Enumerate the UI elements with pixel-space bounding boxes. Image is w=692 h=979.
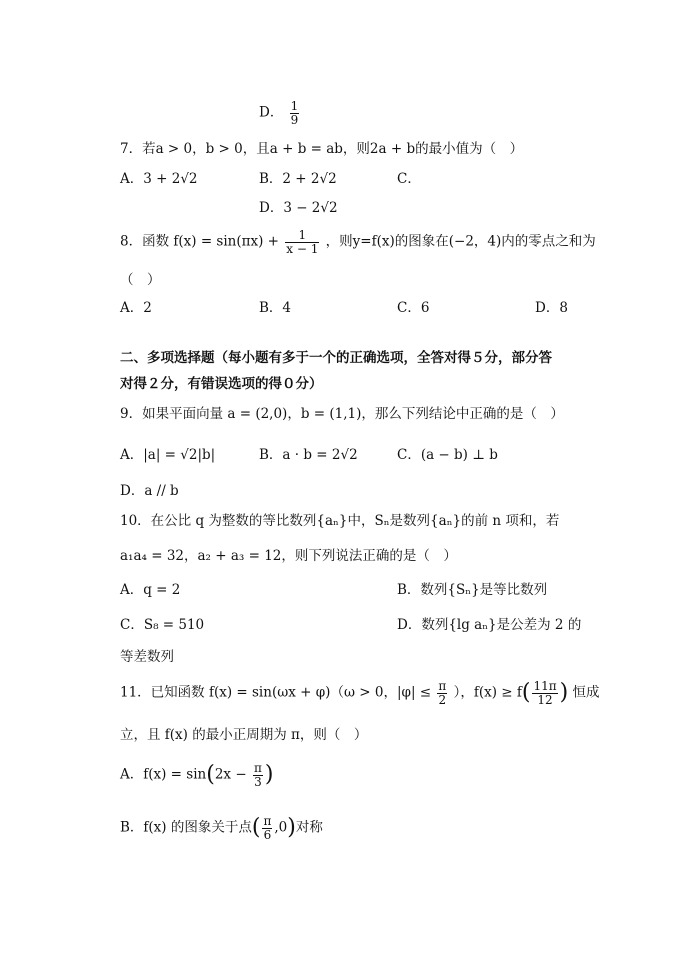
q11-right-paren: ) bbox=[559, 680, 569, 706]
q11-f-arg-denominator: 12 bbox=[537, 692, 553, 707]
q11-a-numerator: π bbox=[253, 761, 262, 775]
q6-d-denominator: 9 bbox=[290, 112, 299, 127]
q8-stem-end: ，则y=f(x)的图象在(−2，4)内的零点之和为 bbox=[325, 233, 596, 250]
q9-option-b: B．a · b = 2√2 bbox=[259, 447, 358, 463]
q9-option-c: C．(a − b) ⊥ b bbox=[397, 447, 498, 463]
q8-option-b: B．4 bbox=[259, 300, 292, 316]
q11-a-right-paren: ) bbox=[264, 762, 274, 788]
q10-stem-line2: a₁a₄ = 32，a₂ + a₃ = 12，则下列说法正确的是（ ） bbox=[120, 548, 457, 564]
q11-option-b bbox=[120, 815, 323, 841]
q8-option-c: C．6 bbox=[397, 300, 430, 316]
q9-stem: 9．如果平面向量 a = (2,0)，b = (1,1)，那么下列结论中正确的是（ ） bbox=[120, 406, 564, 422]
q9-option-a: A．|a| = √2|b| bbox=[120, 447, 216, 463]
q8-answer-paren: （ ） bbox=[120, 272, 161, 288]
q11-option-a bbox=[120, 762, 273, 788]
q11-phi-bound-fraction bbox=[437, 680, 447, 706]
q11-b-numerator: π bbox=[263, 814, 272, 828]
q11-b-left-paren: ( bbox=[251, 815, 261, 841]
q11-stem-end: 恒成 bbox=[572, 684, 600, 701]
q11-a-fraction bbox=[253, 762, 263, 788]
q11-b-start: B．f(x) 的图象关于点 bbox=[120, 819, 252, 836]
q8-fraction bbox=[285, 229, 319, 255]
q11-b-right-paren: ) bbox=[287, 815, 296, 841]
q11-b-mid: ,0 bbox=[274, 819, 288, 836]
q7-option-b: B．2 + 2√2 bbox=[259, 171, 337, 187]
q10-option-a: A．q = 2 bbox=[120, 582, 181, 598]
q11-a-start: A．f(x) = sin bbox=[120, 766, 207, 783]
q8-option-a: A．2 bbox=[120, 300, 152, 316]
q6-d-numerator: 1 bbox=[290, 99, 299, 113]
q10-option-b: B．数列{Sₙ}是等比数列 bbox=[397, 582, 548, 598]
q8-option-d: D．8 bbox=[535, 300, 568, 316]
q11-b-denominator: 6 bbox=[263, 827, 272, 842]
q11-phi-bound-numerator: π bbox=[438, 679, 447, 693]
q7-option-c: C． bbox=[397, 171, 421, 187]
q11-left-paren: ( bbox=[521, 680, 531, 706]
q8-frac-denominator: x − 1 bbox=[286, 241, 319, 256]
section-2-heading-line1: 二、多项选择题（每小题有多于一个的正确选项，全答对得５分，部分答 bbox=[120, 350, 552, 366]
q6-d-fraction bbox=[290, 100, 300, 126]
q6-option-d bbox=[259, 100, 301, 126]
q11-stem-line1 bbox=[120, 680, 600, 706]
q11-a-denominator: 3 bbox=[254, 774, 262, 789]
q10-option-c: C．S₈ = 510 bbox=[120, 617, 205, 633]
q7-option-d: D．3 − 2√2 bbox=[259, 200, 338, 216]
q11-stem-start: 11．已知函数 f(x) = sin(ωx + φ)（ω > 0，|φ| ≤ bbox=[120, 684, 432, 701]
q11-phi-bound-denominator: 2 bbox=[438, 692, 447, 707]
q9-option-d: D．a // b bbox=[120, 483, 179, 499]
q8-stem-start: 8．函数 f(x) = sin(πx) + bbox=[120, 233, 279, 250]
q11-stem-line2: 立，且 f(x) 的最小正周期为 π，则（ ） bbox=[120, 727, 368, 743]
q11-b-fraction bbox=[262, 815, 272, 841]
q6-d-prefix: D． bbox=[259, 104, 284, 121]
q11-a-left-paren: ( bbox=[206, 762, 215, 788]
q11-a-inner: 2x − bbox=[214, 766, 247, 783]
q11-f-arg-numerator: 11π bbox=[533, 679, 557, 693]
q7-stem: 7．若a > 0，b > 0，且a + b = ab，则2a + b的最小值为（ ） bbox=[120, 141, 524, 157]
q8-frac-numerator: 1 bbox=[285, 229, 319, 243]
q11-b-end: 对称 bbox=[295, 819, 323, 836]
q10-stem-line1: 10．在公比 q 为整数的等比数列{aₙ}中，Sₙ是数列{aₙ}的前 n 项和，若 bbox=[120, 513, 560, 529]
q10-option-d: D．数列{lg aₙ}是公差为 2 的 bbox=[397, 617, 582, 633]
q8-stem bbox=[120, 229, 596, 255]
section-2-heading-line2: 对得２分，有错误选项的得０分） bbox=[120, 376, 323, 392]
q7-option-a: A．3 + 2√2 bbox=[120, 171, 198, 187]
q11-stem-mid: ），f(x) ≥ f bbox=[453, 684, 522, 701]
q11-f-arg-fraction bbox=[532, 680, 557, 706]
q10-option-d-continued: 等差数列 bbox=[120, 649, 174, 665]
